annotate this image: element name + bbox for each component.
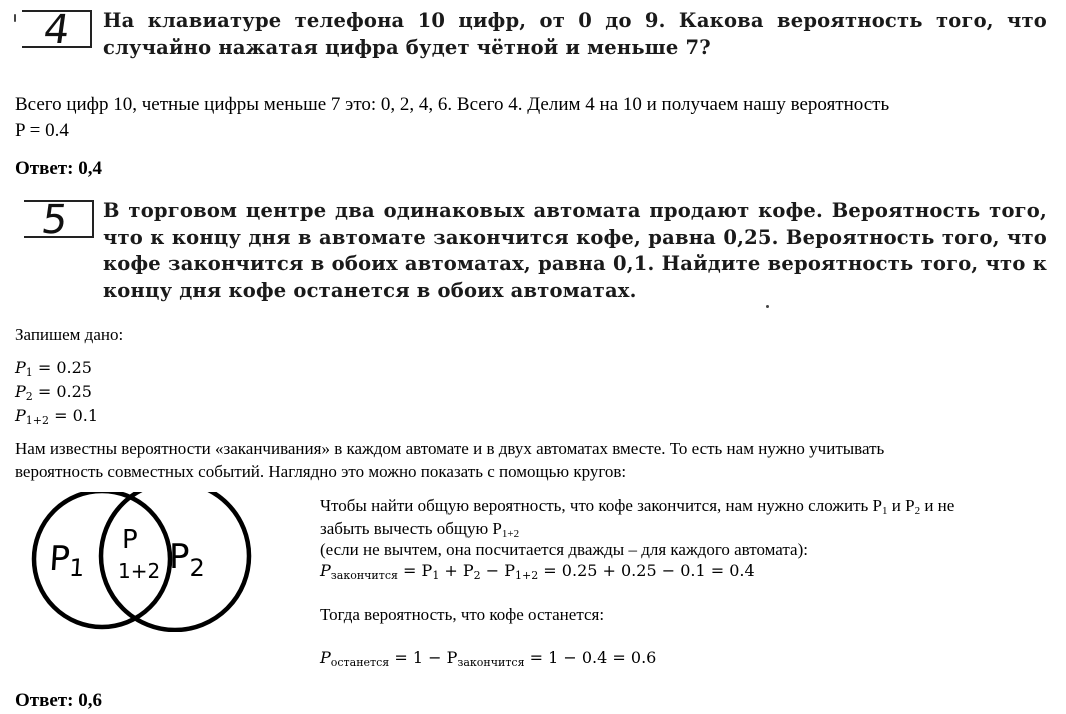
problem-number: 5 — [38, 197, 71, 243]
center-subscript: 1+2 — [118, 559, 161, 583]
prob-symbol: P — [15, 358, 26, 377]
problem-number: 4 — [40, 7, 73, 53]
formula-symbol: P — [320, 648, 331, 667]
formula-symbol: P — [320, 561, 331, 580]
left-label: P1 — [47, 539, 86, 582]
solution-result: P = 0.4 — [15, 120, 69, 141]
text-part: и P — [887, 496, 915, 515]
problem-5-block — [0, 190, 1066, 310]
formula-part: = $P_1 + P_2 - P_{1+2} = 0.25 + 0.25 - 0.1 = 0.4$ — [403, 561, 755, 582]
problem-text: На клавиатуре телефона 10 цифр, от 0 до 9. Какова вероятность того, что случайно нажатая цифра будет чётной и меньше 7? — [103, 9, 1047, 59]
formula-subscript: останется — [330, 656, 390, 669]
explanation-note-line: (если не вычтем, она посчитается дважды – для каждого автомата): — [320, 540, 808, 559]
text-part: и не — [920, 496, 955, 515]
prob-symbol: P — [15, 382, 26, 401]
text-part: Чтобы найти общую вероятность, что кофе закончится, нам нужно сложить P — [320, 496, 882, 515]
prob-subscript: 1 — [25, 366, 33, 379]
prob-value: = 0.25 — [37, 382, 92, 401]
answer: Ответ: 0,6 — [15, 690, 102, 711]
answer: Ответ: 0,4 — [15, 158, 102, 179]
solution-text: Всего цифр 10, четные цифры меньше 7 это: 0, 2, 4, 6. Всего 4. Делим 4 на 10 и получаем нашу вероятность — [15, 94, 890, 115]
subscript: 1+2 — [501, 528, 520, 540]
formula-subscript: закончится — [330, 569, 398, 582]
given-label: Запишем дано: — [15, 325, 124, 344]
venn-diagram — [24, 492, 264, 632]
problem-4-block — [0, 0, 1066, 70]
formula-remaining — [320, 646, 656, 675]
prob-value: = 0.1 — [54, 406, 99, 425]
prob-subscript: 2 — [25, 390, 33, 403]
given-p12 — [15, 404, 98, 433]
scan-speck — [766, 305, 769, 308]
explanation-line-1: Нам известны вероятности «заканчивания» в каждом автомате и в двух автоматах вместе. То есть нам нужно учитывать — [15, 439, 885, 458]
prob-symbol: P — [15, 406, 26, 425]
formula-part: = $1 - P_{закончится} = 1 - 0.4 = 0.6$ — [394, 648, 657, 669]
scan-speck — [14, 14, 16, 22]
subscript: 2 — [914, 505, 921, 517]
text-part: забыть вычесть общую P — [320, 519, 502, 538]
explanation-line-2: вероятность совместных событий. Наглядно это можно показать с помощью кругов: — [15, 462, 627, 481]
subscript: 1 — [882, 505, 888, 517]
center-label: P — [122, 525, 138, 555]
then-line: Тогда вероятность, что кофе останется: — [320, 605, 605, 624]
prob-value: = 0.25 — [37, 358, 92, 377]
formula-finished — [320, 559, 755, 588]
problem-text: В торговом центре два одинаковых автомата продают кофе. Вероятность того, что к концу дня в автомате закончится кофе, равна 0,25. Вероятность того, что кофе закончится в обоих автоматах, равна 0,1. Найдите вероятность того, что к концу дня кофе останется в обоих автоматах. — [103, 199, 1047, 302]
right-label: $P_2$ — [169, 537, 205, 582]
prob-subscript: 1+2 — [25, 414, 49, 427]
